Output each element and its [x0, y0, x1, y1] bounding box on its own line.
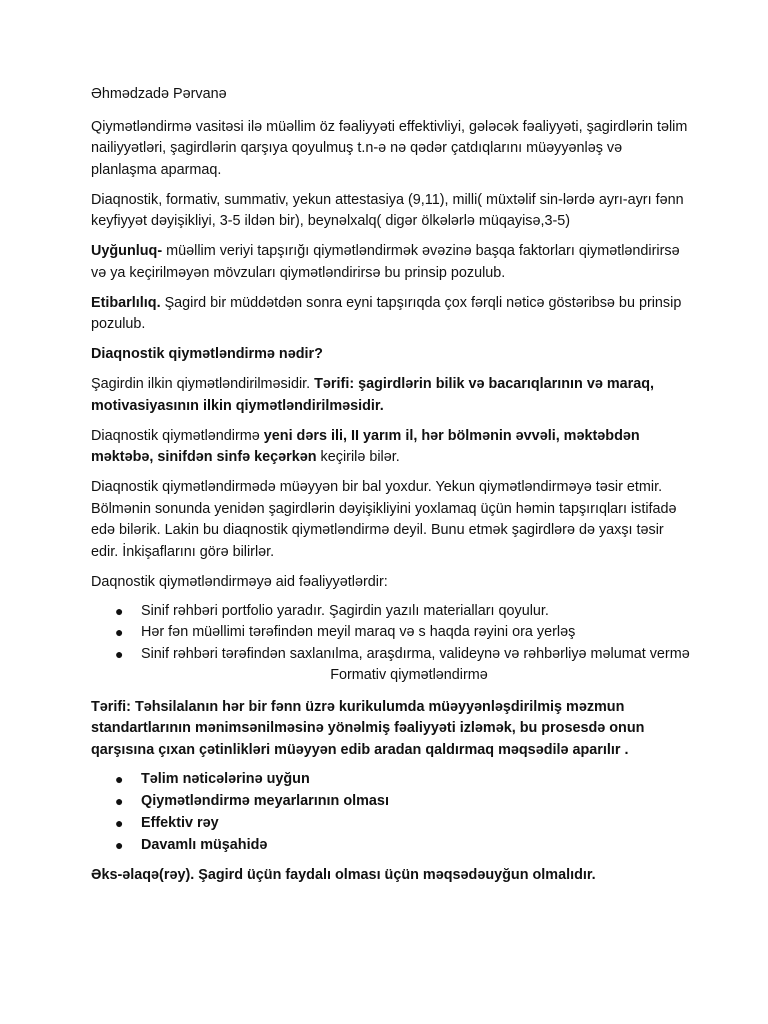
reliability-text: Şagird bir müddətdən sonra eyni tapşırıqda çox fərqli nəticə göstəribsə bu prinsip pozulub.	[91, 294, 682, 332]
bullet-icon: ●	[115, 602, 124, 619]
bullet-icon: ●	[115, 792, 124, 809]
formative-definition: Tərifi: Təhsilalanın hər bir fənn üzrə kurikulumda müəyyənləşdirilmiş məzmun standartlarının mənimsənilməsinə yönəlmiş fəaliyyəti izləmək, bu prosesdə onun qarşısına çıxan çətinlikləri müəyyən edib aradan qaldırmaq məqsədilə aparılır .	[91, 698, 645, 758]
validity-term: Uyğunluq-	[91, 243, 163, 259]
bullet-icon: ●	[115, 645, 124, 662]
diagnostic-when-paragraph: Diaqnostik qiymətləndirmə yeni dərs ili, II yarım il, hər bölmənin əvvəli, məktəbdən məktəbə, sinifdən sinfə keçərkən keçirilə bilər.	[91, 427, 640, 465]
formative-title: Formativ qiymətləndirmə	[330, 667, 488, 683]
list-item: ● Effektiv rəy	[91, 813, 691, 835]
validity-text: müəllim veriyi tapşırığı qiymətləndirmək əvəzinə başqa faktorları qiymətləndirirsə və ya keçirilməyən mövzuları qiymətləndirirsə bu prinsip pozulub.	[91, 243, 680, 281]
bullet-icon: ●	[115, 836, 124, 853]
diagnostic-definition	[91, 374, 691, 417]
list-item: ● Davamlı müşahidə	[91, 835, 691, 857]
document-page	[91, 84, 691, 895]
list-item: ● Sinif rəhbəri portfolio yaradır. Şagirdin yazılı materialları qoyulur.	[91, 601, 691, 623]
list-item: ● Təlim nəticələrinə uyğun	[91, 769, 691, 791]
feedback-paragraph: Əks-əlaqə(rəy). Şagird üçün faydalı olması üçün məqsədəuyğun olmalıdır.	[91, 867, 596, 883]
bullet-icon: ●	[115, 770, 124, 787]
formative-items-list	[91, 769, 691, 857]
diagnostic-note-paragraph: Diaqnostik qiymətləndirmədə müəyyən bir bal yoxdur. Yekun qiymətləndirməyə təsir etmir. Bölmənin sonunda yenidən şagirdlərin dəyişikliyini yoxlamaq üçün həmin tapşırıqları istifadə edə bilərik. Lakin bu diaqnostik qiymətləndirmə deyil. Bunu etmək şagirdlərə də yaxşı təsir edir. İnkişaflarını görə bilirlər.	[91, 479, 677, 560]
diagnostic-when-bold: yeni dərs ili, II yarım il, hər bölmənin əvvəli, məktəbdən məktəbə, sinifdən sinfə keçərkən	[91, 427, 640, 465]
diagnostic-heading: Diaqnostik qiymətləndirmə nədir?	[91, 346, 323, 362]
bullet-icon: ●	[115, 624, 124, 640]
intro-paragraph: Qiymətləndirmə vasitəsi ilə müəllim öz fəaliyyəti effektivliyi, gələcək fəaliyyəti, şagirdlərin təlim nailiyyətləri, şagirdlərin qarşıya qoyulmuş t.n-ə nə qədər çatdıqlarını müəyyənləş və planlaşma aparmaq.	[91, 118, 688, 178]
diagnostic-definition-bold: Tərifi: şagirdlərin bilik və bacarıqlarının və maraq, motivasiyasının ilkin qiymətləndirilməsidir.	[91, 376, 655, 414]
list-item: ● Sinif rəhbəri tərəfindən saxlanılma, araşdırma, valideynə və rəhbərliyə məlumat vermə	[91, 644, 691, 666]
diagnostic-definition-plain: Şagirdin ilkin qiymətləndirilməsidir.	[91, 376, 315, 392]
bullet-icon: ●	[115, 814, 124, 831]
assessment-types-paragraph: Diaqnostik, formativ, summativ, yekun attestasiya (9,11), milli( müxtəlif sin-lərdə ayrı-ayrı fənn keyfiyyət dəyişikliyi, 3-5 ildən bir), beynəlxalq( digər ölkələrlə müqayisə,3-5)	[91, 191, 684, 229]
diagnostic-activities-intro: Daqnostik qiymətləndirməyə aid fəaliyyətlərdir:	[91, 573, 388, 590]
reliability-paragraph	[91, 293, 691, 336]
list-item: ● Hər fən müəllimi tərəfindən meyil maraq və s haqda rəyini ora yerləş	[91, 622, 691, 644]
author-name: Əhmədzadə Pərvanə	[91, 86, 227, 102]
list-item: ● Qiymətləndirmə meyarlarının olması	[91, 791, 691, 813]
reliability-term: Etibarlılıq.	[91, 294, 161, 311]
diagnostic-activities-list	[91, 601, 691, 666]
validity-paragraph	[91, 241, 691, 284]
